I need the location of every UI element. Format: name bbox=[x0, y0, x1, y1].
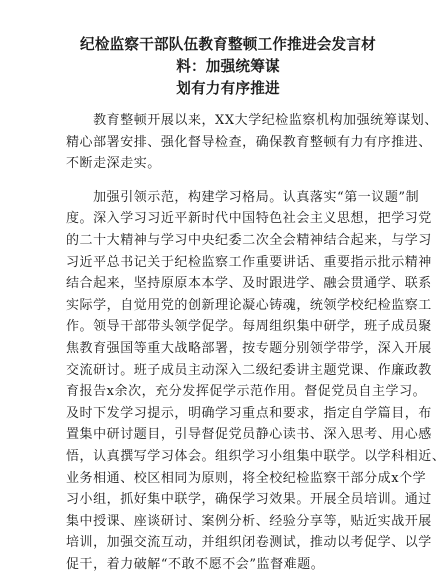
paragraph-line: 业务相通、校区相同为原则，将全校纪检监察干部分成x个学 bbox=[66, 470, 427, 486]
document-title bbox=[66, 34, 390, 100]
intro-paragraph bbox=[66, 110, 438, 175]
paragraph-line: 加强引领示范，构建学习格局。认真落实“第一议题”制 bbox=[66, 189, 420, 205]
paragraph-line: 习小组，抓好集中联学，确保学习效果。开展全员培训。通过 bbox=[66, 492, 432, 508]
paragraph-line: 实际学，自觉用党的创新理论凝心铸魂，统领学校纪检监察工 bbox=[66, 297, 432, 313]
paragraph-line: 度。深入学习习近平新时代中国特色社会主义思想，把学习党 bbox=[66, 211, 432, 227]
paragraph-line: 教育整顿开展以来，XX大学纪检监察机构加强统筹谋划、 bbox=[66, 113, 438, 128]
paragraph-line: 交流研讨。班子成员主动深入二级纪委讲主题党课、作廉政教 bbox=[66, 362, 432, 378]
paragraph-line: 悟，认真撰写学习体会。组织学习小组集中联学。以学科相近、 bbox=[66, 448, 446, 464]
title-line: 纪检监察干部队伍教育整顿工作推进会发言材料：加强统筹谋 bbox=[80, 36, 376, 75]
paragraph-line: 作。领导干部带头领学促学。每周组织集中研学，班子成员聚 bbox=[66, 319, 432, 335]
paragraph-line: 焦教育强国等重大战略部署，按专题分别领学带学，深入开展 bbox=[66, 340, 432, 356]
body-paragraph bbox=[66, 187, 446, 576]
paragraph-line: 的二十大精神与学习中央纪委二次全会精神结合起来，与学习 bbox=[66, 232, 432, 248]
paragraph-line: 置集中研讨题目，引导督促党员静心读书、深入思考、用心感 bbox=[66, 427, 432, 443]
title-line: 划有力有序推进 bbox=[176, 80, 280, 97]
paragraph-line: 促干，着力破解“不敢不愿不会”监督难题。 bbox=[66, 556, 325, 572]
paragraph-line: 培训，加强交流互动，并组织闭卷测试，推动以考促学、以学 bbox=[66, 535, 432, 551]
paragraph-line: 集中授课、座谈研讨、案例分析、经验分享等，贴近实战开展 bbox=[66, 513, 432, 529]
paragraph-line: 精心部署安排、强化督导检查，确保教育整顿有力有序推进、 bbox=[66, 134, 432, 150]
paragraph-line: 不断走深走实。 bbox=[66, 156, 161, 172]
paragraph-line: 及时下发学习提示，明确学习重点和要求，指定自学篇目，布 bbox=[66, 405, 432, 421]
paragraph-line: 育报告x余次，充分发挥促学示范作用。督促党员自主学习。 bbox=[66, 384, 427, 400]
paragraph-line: 结合起来，坚持原原本本学、及时跟进学、融会贯通学、联系 bbox=[66, 276, 432, 292]
paragraph-line: 习近平总书记关于纪检监察工作重要讲话、重要指示批示精神 bbox=[66, 254, 432, 270]
